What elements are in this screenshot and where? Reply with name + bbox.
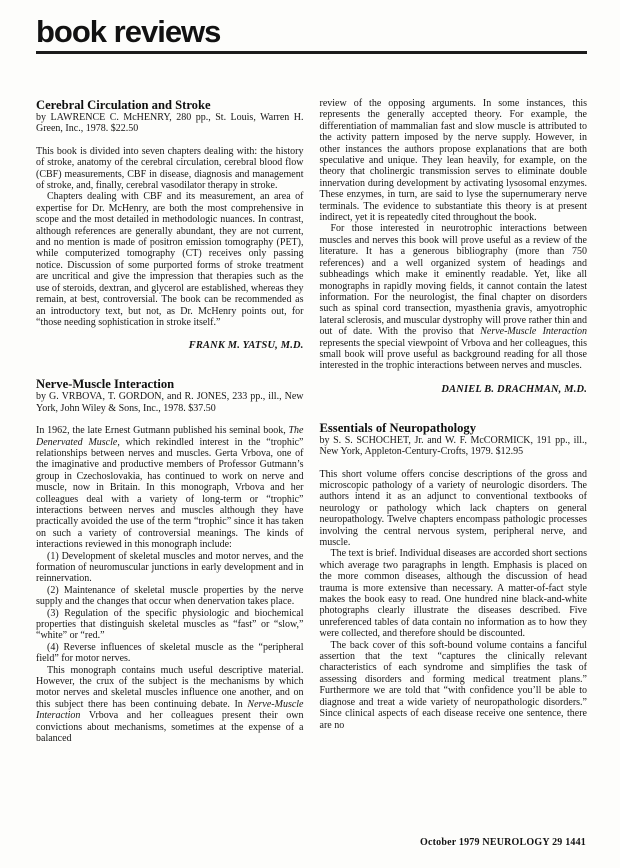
italic-text: The Denervated Muscle — [36, 425, 304, 448]
text-run: For those interested in neurotrophic interactions between muscles and nerves this book will prove useful as a review of the literature. It has a generous bibliography (more than 750 references) and a well organized system of headings and subheadings which make it eminently readable. Yet, like all monographs in rapidly moving fields, it cannot contain the latest information. For the neurologist, the final chapter on disorders such as spinal cord transection, myasthenia gravis, amyotrophic lateral sclerosis, and muscular dystrophy will prove rather thin and out of date. With the proviso that — [319, 223, 587, 338]
book-review — [36, 377, 304, 744]
section-title: book reviews — [36, 14, 221, 49]
review-byline: by LAWRENCE C. McHENRY, 280 pp., St. Louis, Warren H. Green, Inc., 1978. $22.50 — [36, 112, 304, 135]
journal-footer-line: October 1979 NEUROLOGY 29 1441 — [420, 837, 586, 848]
review-title: Essentials of Neuropathology — [319, 420, 477, 435]
text-run: Vrbova and her colleagues present their own convictions about mechanisms, sometimes at the expense of a balanced — [36, 710, 304, 745]
body-paragraph — [36, 146, 304, 192]
book-review — [320, 421, 588, 731]
text-run: The back cover of this soft-bound volume contains a fanciful assertion that the text “captures the clinically relevant characteristics of each syndrome and simplifies the task of assessing disorders and forming medical treatment plans.” Furthermore we are told that “with confidence you’ll be able to diagnose and treat a wide variety of neuropathologic disorders.” Since clinical aspects of each disease receive one sentence, there are no — [319, 639, 587, 731]
reviewer-signature: DANIEL B. DRACHMAN, M.D. — [441, 383, 587, 395]
text-run: The text is brief. Individual diseases are accorded short sections which average two paragraphs in length. Emphasis is placed on the more common diseases, although the discussion of head trauma is more extensive than necessary. A matter-of-fact style makes the book easy to read. One hundred nine black-and-white photographs clearly illustrate the diseases described. Five unreferenced tables of data contain no information as to how they were collected, and therefore should be discounted. — [319, 548, 587, 640]
text-run: (4) Reverse influences of skeletal muscle as the “peripheral field” for motor nerves. — [36, 641, 304, 665]
body-paragraph — [320, 548, 588, 639]
body-paragraph — [36, 608, 304, 642]
body-paragraph — [36, 551, 304, 585]
page-footer — [420, 837, 586, 848]
text-run: (2) Maintenance of skeletal muscle properties by the nerve supply and the changes that occur when denervation takes place. — [36, 584, 304, 608]
text-run: In 1962, the late Ernest Gutmann published his seminal book, — [36, 425, 289, 437]
text-run: , which rekindled interest in the “trophic” relationships between nerves and muscles. Gerta Vrbova, one of the imaginative and productive members of Professor Gutmann’s group in Czechoslovakia, has continued to work on nerve and muscle, now in Britain. In this monograph, Vrbova and her colleagues deal with a variety of long-term or “trophic” interactions between nerves and muscles although they have practically avoided the use of the term “trophic” since it has taken on such a variety of controversial meanings. The kinds of interactions reviewed in this monograph include: — [36, 436, 304, 551]
review-title: Cerebral Circulation and Stroke — [36, 98, 211, 112]
body-paragraph — [36, 665, 304, 745]
italic-text: Nerve-Muscle Interaction — [480, 326, 587, 338]
two-column-layout — [36, 98, 587, 810]
text-run: This short volume offers concise descriptions of the gross and microscopic pathology of a variety of neurologic disorders. The authors intend it as an adjunct to conventional textbooks of neurology or pathology which lack chapters on general neuropathology. Twelve chapters encompass pathologic processes involving the central nervous system, peripheral nerve, and muscle. — [319, 468, 587, 548]
text-run: review of the opposing arguments. In some instances, this represents the generally accepted theory. For example, the differentiation of mammalian fast and slow muscle is attributed to the activity pattern imposed by the nerve supply. However, in other instances the authors propose explanations that are both speculative and unique. They lean heavily, for example, on the theory that cholinergic transmission serves to eliminate double innervation during development by activating lysosomal enzymes. These enzymes, in turn, are said to lyse the supernumerary nerve terminals. The evidence to substantiate this theory is at present indirect, yet it is repeatedly cited throughout the book. — [319, 98, 587, 224]
book-review — [36, 98, 304, 352]
review-byline: by S. S. SCHOCHET, Jr. and W. F. McCORMICK, 191 pp., ill., New York, Appleton-Century-Crofts, 1979. $12.95 — [319, 434, 587, 458]
page-header — [36, 16, 587, 54]
header-rule — [36, 51, 587, 54]
body-paragraph — [36, 191, 304, 328]
body-paragraph — [320, 223, 588, 371]
review-title: Nerve-Muscle Interaction — [36, 377, 175, 392]
body-paragraph — [320, 98, 588, 223]
body-paragraph — [36, 585, 304, 608]
text-run: Chapters dealing with CBF and its measurement, an area of expertise for Dr. McHenry, are both the most comprehensive in scope and the most detailed in methodologic nuances. In contrast, although references are generally abundant, they are not current, and no mention is made of positron emission tomography (PET), while computerized tomography (CT) receives only passing notice. Discussion of some purported forms of stroke treatment are uncritical and give the impression that therapies such as the use of steroids, dextran, and glycerol are established, whereas they remain, at best, controversial. The book can be recommended as an introductory text, but not, as Dr. McHenry points out, for “those needing sophistication in stroke itself.” — [36, 191, 304, 328]
text-run: This monograph contains much useful descriptive material. However, the crux of the subject is the mechanisms by which motor nerves and skeletal muscles influence one another, and on this subject there has been continuing debate. In — [36, 664, 304, 710]
italic-text: Nerve-Muscle Interaction — [36, 698, 304, 722]
text-run: This book is divided into seven chapters dealing with: the history of stroke, anatomy of the cerebral circulation, cerebral blood flow (CBF) measurements, CBF in disease, diagnosis and management of stroke, and, finally, cerebral vasodilator therapy in stroke. — [36, 145, 304, 192]
right-column — [320, 98, 588, 810]
body-paragraph — [36, 425, 304, 550]
text-run: (1) Development of skeletal muscles and motor nerves, and the formation of neuromuscular junctions in early development and in reinnervation. — [36, 550, 304, 585]
review-byline: by G. VRBOVA, T. GORDON, and R. JONES, 233 pp., ill., New York, John Wiley & Sons, Inc., 1978. $37.50 — [36, 391, 304, 414]
body-paragraph — [320, 640, 588, 731]
body-paragraph — [320, 469, 588, 549]
text-run: represents the special viewpoint of Vrbova and her colleagues, this small book will prove useful as background reading for all those interested in the trophic interactions between nerves and muscles. — [319, 337, 587, 372]
left-column — [36, 98, 304, 810]
text-run: (3) Regulation of the specific physiologic and biochemical properties that distinguish skeletal muscles as “fast” or “slow,” “white” or “red.” — [36, 607, 304, 642]
reviewer-signature: FRANK M. YATSU, M.D. — [188, 340, 304, 352]
body-paragraph — [36, 642, 304, 665]
review-continuation — [320, 98, 588, 396]
